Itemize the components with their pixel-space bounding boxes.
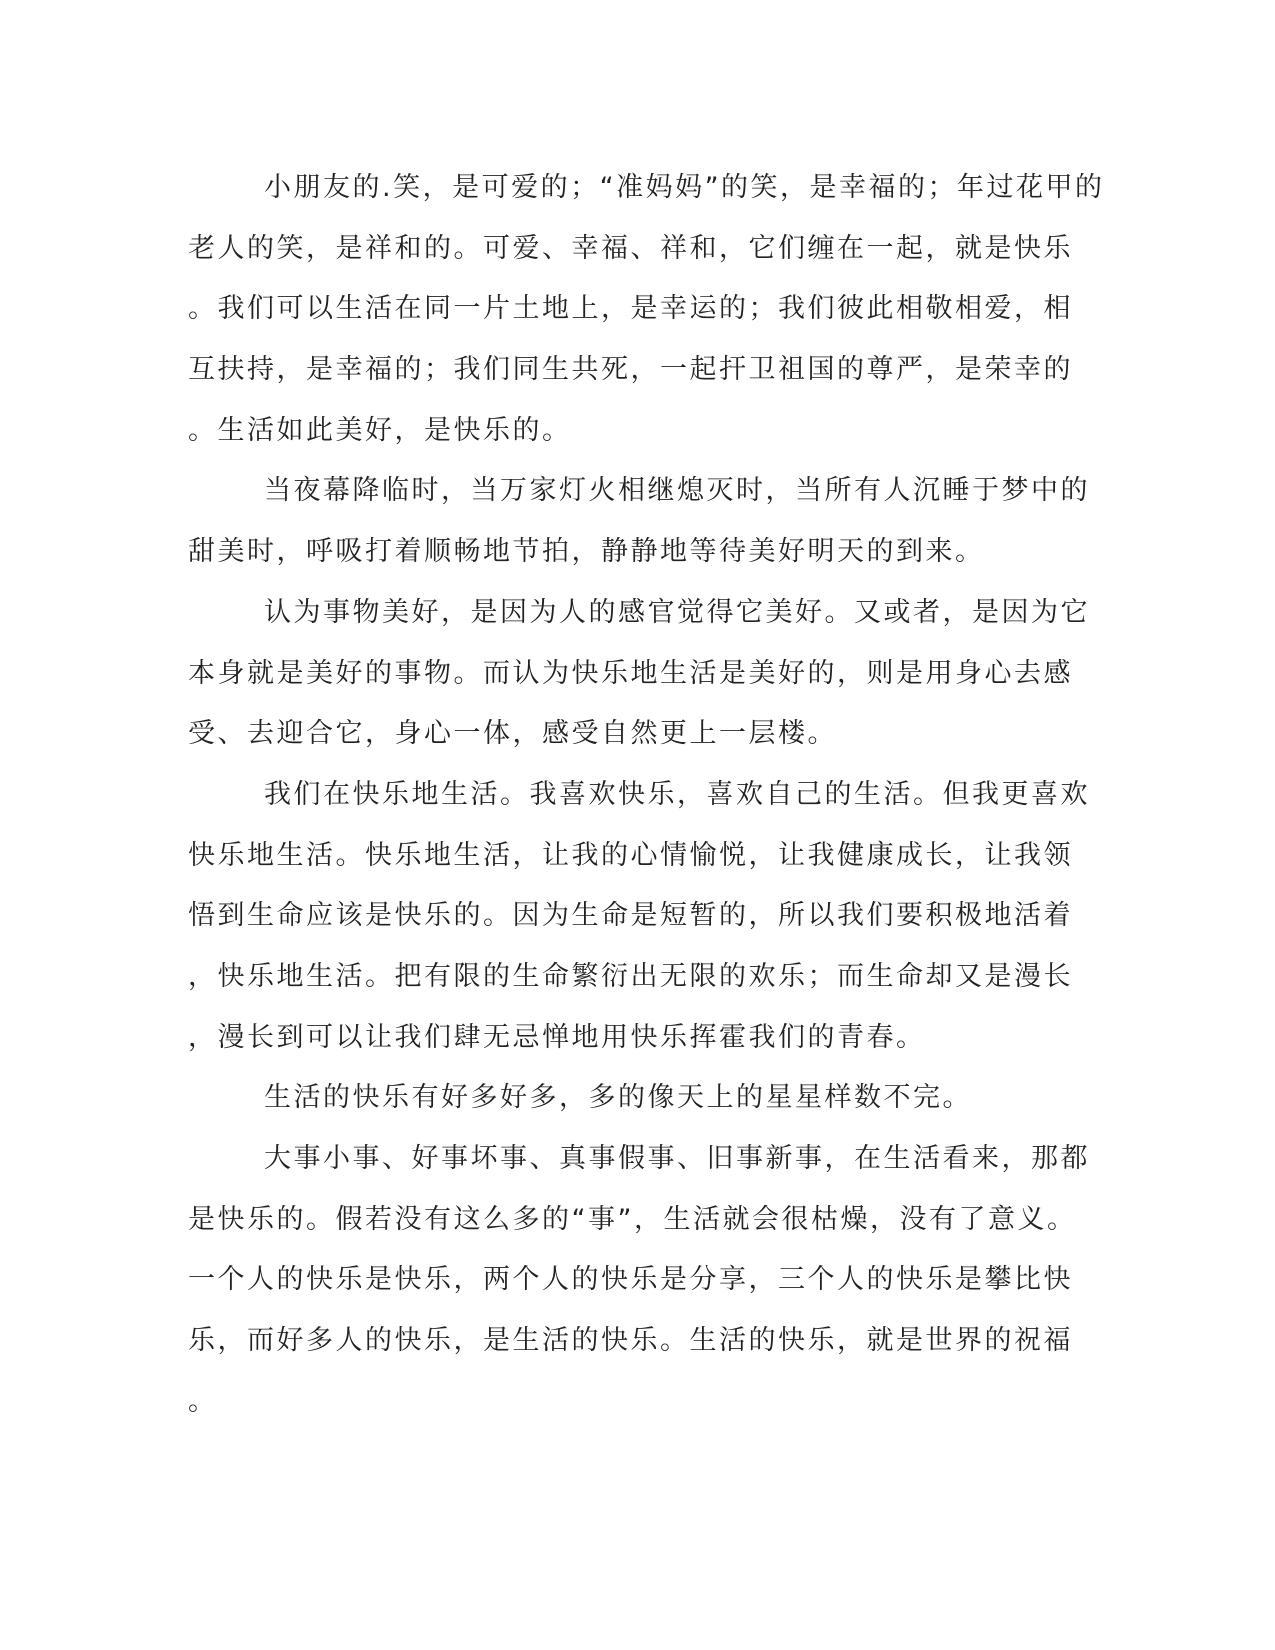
- paragraph: [188, 583, 1090, 765]
- paragraph: [188, 158, 1105, 461]
- text-line: 我们在快乐地生活。我喜欢快乐，喜欢自己的生活。但我更喜欢: [264, 778, 1090, 810]
- text-line: 。生活如此美好，是快乐的。: [188, 414, 572, 446]
- text-line: 老人的笑，是祥和的。可爱、幸福、祥和，它们缠在一起，就是快乐: [188, 232, 1073, 264]
- text-line: 小朋友的.笑，是可爱的；“准妈妈”的笑，是幸福的；年过花甲的: [264, 172, 1105, 203]
- text-line: 悟到生命应该是快乐的。因为生命是短暂的，所以我们要积极地活着: [188, 900, 1073, 932]
- paragraph: [188, 1068, 1068, 1129]
- text-line: 本身就是美好的事物。而认为快乐地生活是美好的，则是用身心去感: [188, 657, 1073, 689]
- text-line: ，快乐地生活。把有限的生命繁衍出无限的欢乐；而生命却又是漫长: [188, 960, 1073, 992]
- text-line: 生活的快乐有好多好多，多的像天上的星星样数不完。: [264, 1082, 972, 1114]
- paragraph: [188, 461, 1090, 582]
- text-line: 认为事物美好，是因为人的感官觉得它美好。又或者，是因为它: [264, 596, 1090, 628]
- text-line: 甜美时，呼吸打着顺畅地节拍，静静地等待美好明天的到来。: [188, 536, 985, 568]
- text-line: 受、去迎合它，身心一体，感受自然更上一层楼。: [188, 718, 837, 750]
- text-line: 。我们可以生活在同一片土地上，是幸运的；我们彼此相敬相爱，相: [188, 293, 1073, 325]
- text-line: 当夜幕降临时，当万家灯火相继熄灭时，当所有人沉睡于梦中的: [264, 475, 1090, 507]
- text-line: 互扶持，是幸福的；我们同生共死，一起扞卫祖国的尊严，是荣幸的: [188, 354, 1073, 386]
- text-line: 一个人的快乐是快乐，两个人的快乐是分享，三个人的快乐是攀比快: [188, 1264, 1073, 1296]
- text-line: 快乐地生活。快乐地生活，让我的心情愉悦，让我健康成长，让我领: [188, 839, 1073, 871]
- text-line: 大事小事、好事坏事、真事假事、旧事新事，在生活看来，那都: [264, 1143, 1090, 1174]
- text-line: 。: [188, 1385, 218, 1417]
- paragraph: [188, 765, 1090, 1068]
- text-line: 乐，而好多人的快乐，是生活的快乐。生活的快乐，就是世界的祝福: [188, 1325, 1073, 1357]
- text-line: ，漫长到可以让我们肆无忌惮地用快乐挥霍我们的青春。: [188, 1021, 926, 1053]
- paragraph: [188, 1129, 1090, 1432]
- essay-body: [188, 158, 1105, 1432]
- text-line: 是快乐的。假若没有这么多的“事”，生活就会很枯燥，没有了意义。: [188, 1203, 1077, 1235]
